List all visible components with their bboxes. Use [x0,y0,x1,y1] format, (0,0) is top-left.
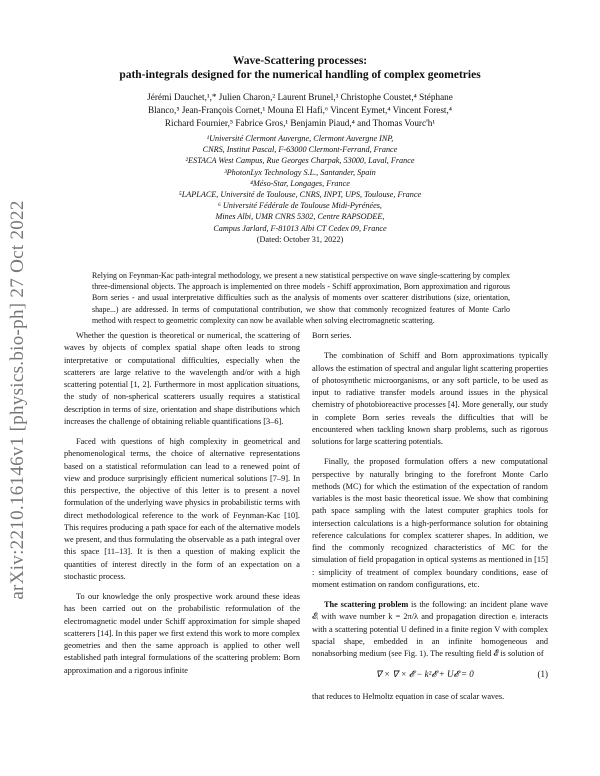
affiliation-line: Campus Jarlard, F-81013 Albi CT Cedex 09, France [213,223,387,233]
right-column [312,330,548,711]
affiliation-line: ⁴Méso-Star, Longages, France [250,178,350,188]
title-line-1: Wave-Scattering processes: [232,55,368,67]
equation-1 [312,668,548,680]
affiliation-line: Mines Albi, UMR CNRS 5302, Centre RAPSODEE, [215,212,385,222]
author-list [70,91,530,130]
authors-line-3: Richard Fournier,⁵ Fabrice Gros,¹ Benjamin Piaud,⁴ and Thomas Vourc'h¹ [164,118,436,128]
arxiv-sidebar-stamp [0,150,36,650]
paper-header [70,54,530,245]
arxiv-identifier: arXiv:2210.16146v1 [physics.bio-ph] 27 Oct 2022 [7,200,28,600]
equation-expression: ∇ × ∇ × 𝓔 − k²𝓔 + U𝓔 = 0 [375,669,474,680]
title-line-2: path-integrals designed for the numerical handling of complex geometries [119,69,481,81]
equation-number: (1) [537,669,548,680]
paragraph-lead-in: The scattering problem [324,600,409,609]
affiliation-line: ²ESTACA West Campus, Rue Georges Charpak, 53000, Laval, France [185,156,415,166]
body-paragraph [312,599,548,660]
body-paragraph: Whether the question is theoretical or numerical, the scattering of waves by objects of complex spatial shape often leads to strong interpretative or computational difficulties, especially when the scatterers are large relative to the wavelength and/or with a high scattering potential [1, 2]. Furthermore in most application situations, the study of non-spherical scatterers usually requires a statistical description in terms of size, orientation and shape distributions which increases the challenge of obtaining reliable quantifications [3–6]. [64,331,300,426]
authors-line-1: Jérémi Dauchet,¹,* Julien Charon,² Laurent Brunel,³ Christophe Coustet,⁴ Stéphane [147,92,453,102]
authors-line-2: Blanco,⁵ Jean-François Cornet,¹ Mouna El Hafi,⁶ Vincent Eymet,⁴ Vincent Forest,⁴ [148,105,452,115]
affiliation-list [70,133,530,234]
affiliation-line: CNRS, Institut Pascal, F-63000 Clermont-Ferrand, France [202,145,398,155]
body-paragraph: Faced with questions of high complexity in geometrical and phenomenological terms, the choice of alternative representations based on a statistical reformulation can lead to a renewed point of view and produce surprisingly efficient numerical solutions [7–9]. In this perspective, the objective of this letter is to present a novel formulation of the underlying wave physics in probabilistic terms with direct methodological reference to the work of Feynman-Kac [10]. This requires producing a path space for each of the alternative models we present, and thus formulating the observable as a path integral over this space [11–13]. It is then a question of making explicit the quantities of interest directly in the form of an expectation on a stochastic process. [64,437,300,581]
body-paragraph: Born series. [312,331,352,340]
affiliation-line: ⁵LAPLACE, Université de Toulouse, CNRS, INPT, UPS, Toulouse, France [178,190,422,200]
affiliation-line: ⁶ Université Fédérale de Toulouse Midi-Pyrénées, [218,201,382,211]
body-paragraph: The combination of Schiff and Born approximations typically allows the estimation of spectral and angular light scattering properties of photosynthetic microorganisms, or any soft particle, to be used as input to radiative transfer models around issues in the physical chemistry of photobioreactive processes [4]. More generally, our study in complete Born series reveals the difficulties that will be encountered when tackling known sharp problems, such as rigorous solutions for large scattering potentials. [312,351,548,446]
affiliation-line: ³PhotonLyx Technology S.L., Santander, Spain [224,167,376,177]
affiliation-line: ¹Université Clermont Auvergne, Clermont Auvergne INP, [206,134,394,143]
dated-line: (Dated: October 31, 2022) [256,234,344,244]
abstract: Relying on Feynman-Kac path-integral methodology, we present a new statistical perspective on wave single-scattering by complex three-dimensional objects. The approach is implemented on three models - Schiff approximation, Born approximation and rigorous Born series - and usual interpretative difficulties such as the analysis of moments over scatterer distributions (size, orientation, shape...) are addressed. In terms of computational contribution, we show that commonly recognized features of Monte Carlo method with respect to geometric complexity can now be available when solving electromagnetic scattering. [92,271,510,325]
body-paragraph: Finally, the proposed formulation offers a new computational perspective by naturally bringing to the forefront Monte Carlo methods (MC) for which the estimation of the expectation of random variables is the most basic theoretical issue. We show that combining path space sampling with the latest computer graphics tools for intersection calculations is a high-performance solution for obtaining reference calculations for complex scatterer shapes. In addition, we find the commonly recognized characteristics of MC for the simulation of field propagation in optical systems as mentioned in [15] : simplicity of treatment of complex boundary conditions, ease of moment estimation on random configurations, etc. [312,457,548,589]
paragraph-text: is the following: an incident plane wave 𝓔ᵢ with wave number k = 2π/λ and propagation direction eᵢ interacts with a scattering potential U defined in a finite region V with complex spacial shape, embedded in an infinite homogeneous and nonabsorbing medium (see Fig. 1). The resulting field 𝓔 is solution of [312,600,548,658]
paper-title [70,54,530,82]
body-paragraph: that reduces to Helmoltz equation in case of scalar waves. [312,691,505,701]
body-paragraph: To our knowledge the only prospective work around these ideas has been carried out on the probabilistic reformulation of the electromagnetic model under Schiff approximation for simple shaped scatterers [14]. In this paper we first extend this work to more complex geometries and then the same approach is applied to other well established path integral formulations of the scattering problem: Born approximation and a rigorous infinite [64,592,300,675]
left-column [64,330,300,685]
